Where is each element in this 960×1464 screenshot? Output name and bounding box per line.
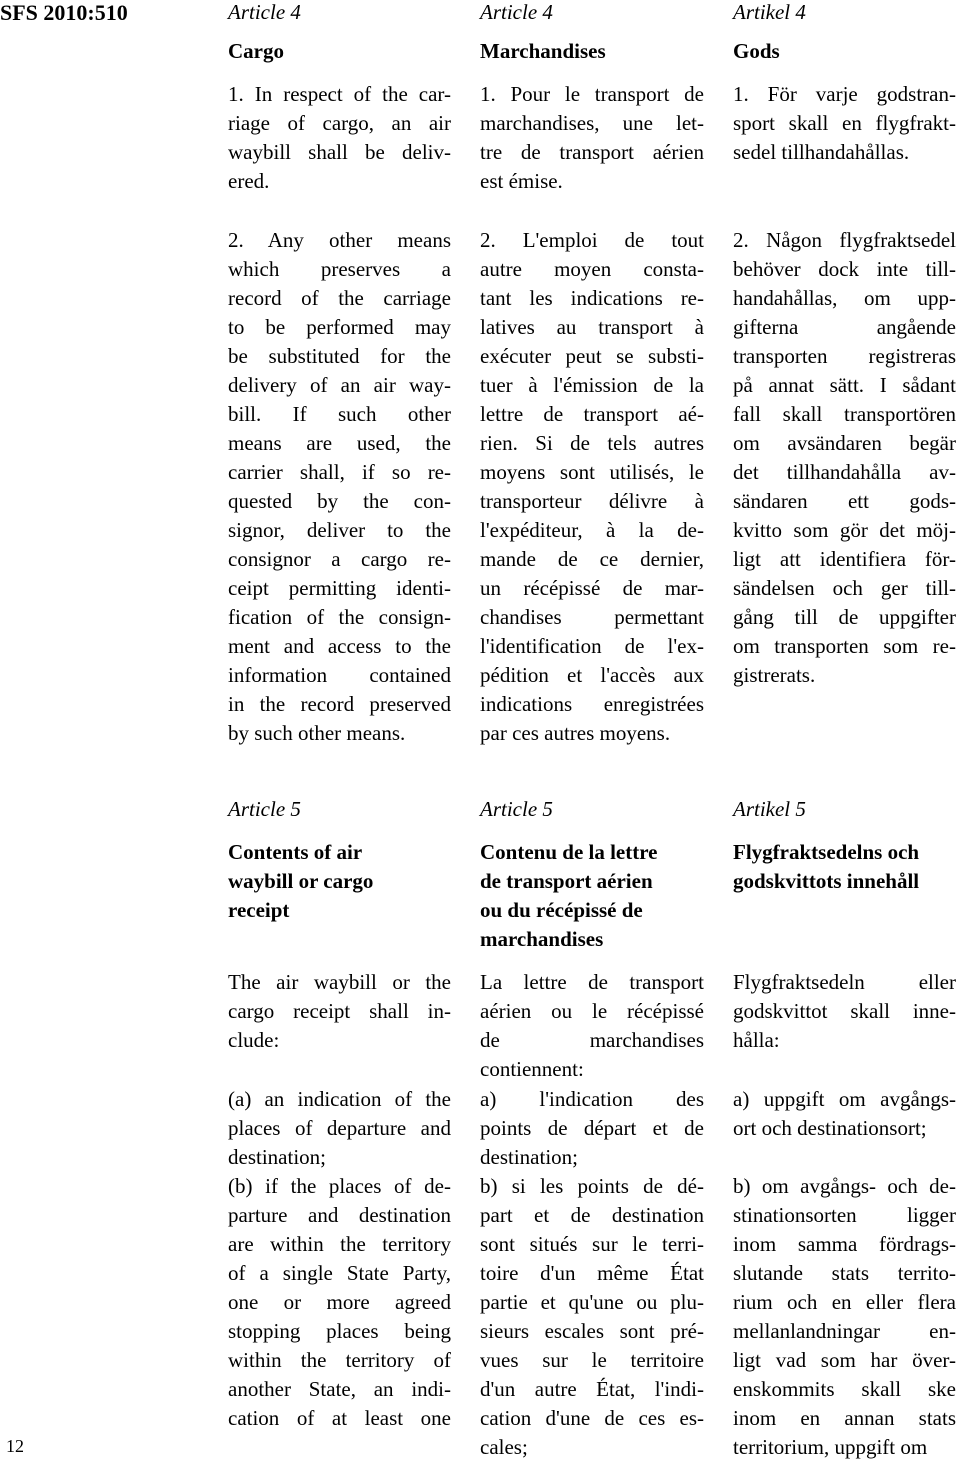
article4-fr-paragraph-2 — [480, 226, 704, 748]
title-line: Contents of air — [228, 840, 363, 864]
text-line: Flygfraktsedeln eller — [733, 970, 956, 994]
article4-en-title: Cargo — [228, 39, 284, 63]
text-line: a) l'indication des — [480, 1087, 704, 1111]
text-line: godskvittot skall inne- — [733, 999, 956, 1023]
text-line: rien. Si de tels autres — [480, 431, 704, 455]
text-line: of a single State Party, — [228, 1261, 451, 1285]
text-line: which preserves a — [228, 257, 451, 281]
text-line: exécuter peut se substi- — [480, 344, 704, 368]
text-line: sedel tillhandahållas. — [733, 140, 910, 164]
title-line: Contenu de la lettre — [480, 840, 658, 864]
text-line: pédition et l'accès aux — [480, 663, 704, 687]
text-line: autre moyen consta- — [480, 257, 704, 281]
text-line: indications enregistrées — [480, 692, 704, 716]
article4-en-paragraph-2 — [228, 226, 451, 748]
text-line: destination; — [480, 1145, 578, 1169]
text-line: mande de ce dernier, — [480, 547, 704, 571]
text-line: toire d'un même État — [480, 1261, 704, 1285]
article4-en-heading: Article 4 — [228, 0, 301, 24]
text-line: ered. — [228, 169, 270, 193]
text-line: partie et qu'une ou plu- — [480, 1290, 704, 1314]
text-line: est émise. — [480, 169, 563, 193]
text-line: clude: — [228, 1028, 280, 1052]
document-id: SFS 2010:510 — [0, 0, 128, 25]
text-line: cales; — [480, 1435, 528, 1459]
text-line: aérien ou le récépissé — [480, 999, 704, 1023]
title-line: de transport aérien — [480, 869, 653, 893]
text-line: gång till de uppgifter — [733, 605, 956, 629]
text-line: om transporten som re- — [733, 634, 956, 658]
text-line: d'un autre État, l'indi- — [480, 1377, 704, 1401]
title-line: waybill or cargo — [228, 869, 374, 893]
text-line: part et de destination — [480, 1203, 704, 1227]
text-line: moyens sont utilisés, le — [480, 460, 704, 484]
text-line: territorium, uppgift om — [733, 1435, 928, 1459]
article5-fr-intro — [480, 968, 704, 1084]
text-line: fication of the consign- — [228, 605, 451, 629]
text-line: cargo receipt shall in- — [228, 999, 451, 1023]
text-line: sändelsen och ger till- — [733, 576, 956, 600]
text-line: behöver dock inte till- — [733, 257, 956, 281]
text-line: par ces autres moyens. — [480, 721, 671, 745]
title-line: marchandises — [480, 927, 604, 951]
article5-fr-heading: Article 5 — [480, 797, 553, 821]
text-line: consignor a cargo re- — [228, 547, 451, 571]
text-line: within the territory of — [228, 1348, 451, 1372]
text-line: un récépissé de mar- — [480, 576, 704, 600]
text-line: enskommits skall ske — [733, 1377, 956, 1401]
text-line: sändaren ett gods- — [733, 489, 956, 513]
text-line: kvitto som gör det möj- — [733, 518, 956, 542]
article5-en-title — [228, 838, 451, 925]
text-line: fall skall transportören — [733, 402, 956, 426]
text-line: stopping places being — [228, 1319, 451, 1343]
text-line: cation of at least one — [228, 1406, 451, 1430]
text-line: de marchandises — [480, 1028, 704, 1052]
text-line: destination; — [228, 1145, 326, 1169]
text-line: a) uppgift om avgångs- — [733, 1087, 956, 1111]
text-line: hålla: — [733, 1028, 780, 1052]
text-line: 2. Någon flygfraktsedel — [733, 228, 956, 252]
text-line: bill. If such other — [228, 402, 451, 426]
text-line: ceipt permitting identi- — [228, 576, 451, 600]
text-line: (a) an indication of the — [228, 1087, 451, 1111]
text-line: ligt vad som har över- — [733, 1348, 956, 1372]
text-line: 1. För varje godstran- — [733, 82, 956, 106]
text-line: be substituted for the — [228, 344, 451, 368]
text-line: tant les indications re- — [480, 286, 704, 310]
page-number: 12 — [6, 1436, 24, 1456]
text-line: 1. In respect of the car- — [228, 82, 451, 106]
text-line: rium och en eller flera — [733, 1290, 956, 1314]
text-line: to be performed may — [228, 315, 451, 339]
article5-en-items — [228, 1085, 451, 1433]
article4-sv-title: Gods — [733, 39, 780, 63]
article5-fr-title — [480, 838, 704, 954]
text-line: tuer à l'émission de la — [480, 373, 704, 397]
text-line: carrier shall, if so re- — [228, 460, 451, 484]
article4-fr-paragraph-1 — [480, 80, 704, 196]
text-line: by such other means. — [228, 721, 406, 745]
text-line: chandises permettant — [480, 605, 704, 629]
text-line: waybill shall be deliv- — [228, 140, 451, 164]
text-line: ligt att identifiera för- — [733, 547, 956, 571]
text-line: handahållas, om upp- — [733, 286, 956, 310]
text-line: signor, deliver to the — [228, 518, 451, 542]
text-line: lettre de transport aé- — [480, 402, 704, 426]
text-line: information contained — [228, 663, 451, 687]
article4-sv-heading: Artikel 4 — [733, 0, 806, 24]
text-line: b) si les points de dé- — [480, 1174, 704, 1198]
article5-sv-title — [733, 838, 956, 896]
text-line: quested by the con- — [228, 489, 451, 513]
text-line: record of the carriage — [228, 286, 451, 310]
article4-fr-title: Marchandises — [480, 39, 606, 63]
text-line: places of departure and — [228, 1116, 451, 1140]
text-line: stinationsorten ligger — [733, 1203, 956, 1227]
article5-sv-items-a — [733, 1085, 956, 1143]
text-line: slutande stats territo- — [733, 1261, 956, 1285]
text-line: riage of cargo, an air — [228, 111, 451, 135]
text-line: gistrerats. — [733, 663, 816, 687]
text-line: The air waybill or the — [228, 970, 451, 994]
article5-en-intro — [228, 968, 451, 1055]
text-line: 2. L'emploi de tout — [480, 228, 704, 252]
article4-sv-paragraph-1 — [733, 80, 956, 167]
text-line: 1. Pour le transport de — [480, 82, 704, 106]
text-line: inom samma fördrags- — [733, 1232, 956, 1256]
text-line: mellanlandningar en- — [733, 1319, 956, 1343]
article5-sv-items-b — [733, 1172, 956, 1462]
text-line: (b) if the places of de- — [228, 1174, 451, 1198]
text-line: in the record preserved — [228, 692, 451, 716]
text-line: sport skall en flygfrakt- — [733, 111, 956, 135]
text-line: cation d'une de ces es- — [480, 1406, 704, 1430]
article5-sv-intro — [733, 968, 956, 1055]
title-line: receipt — [228, 898, 290, 922]
text-line: transporten registreras — [733, 344, 956, 368]
article4-en-paragraph-1 — [228, 80, 451, 196]
title-line: ou du récépissé de — [480, 898, 643, 922]
text-line: another State, an indi- — [228, 1377, 451, 1401]
text-line: l'identification de l'ex- — [480, 634, 704, 658]
text-line: tre de transport aérien — [480, 140, 704, 164]
text-line: vues sur le territoire — [480, 1348, 704, 1372]
text-line: om avsändaren begär — [733, 431, 956, 455]
text-line: sieurs escales sont pré- — [480, 1319, 704, 1343]
text-line: gifterna angående — [733, 315, 956, 339]
article4-fr-heading: Article 4 — [480, 0, 553, 24]
text-line: transporteur délivre à — [480, 489, 704, 513]
text-line: b) om avgångs- och de- — [733, 1174, 956, 1198]
text-line: inom en annan stats — [733, 1406, 956, 1430]
text-line: one or more agreed — [228, 1290, 451, 1314]
text-line: contiennent: — [480, 1057, 584, 1081]
title-line: Flygfraktsedelns och — [733, 840, 920, 864]
text-line: ment and access to the — [228, 634, 451, 658]
text-line: parture and destination — [228, 1203, 451, 1227]
text-line: delivery of an air way- — [228, 373, 451, 397]
article5-fr-items — [480, 1085, 704, 1462]
article4-sv-paragraph-2 — [733, 226, 956, 690]
text-line: are within the territory — [228, 1232, 451, 1256]
text-line: ort och destinationsort; — [733, 1116, 927, 1140]
text-line: points de départ et de — [480, 1116, 704, 1140]
article5-en-heading: Article 5 — [228, 797, 301, 821]
text-line: l'expéditeur, à la de- — [480, 518, 704, 542]
text-line: det tillhandahålla av- — [733, 460, 956, 484]
title-line: godskvittots innehåll — [733, 869, 920, 893]
text-line: marchandises, une let- — [480, 111, 704, 135]
article5-sv-heading: Artikel 5 — [733, 797, 806, 821]
text-line: latives au transport à — [480, 315, 704, 339]
text-line: 2. Any other means — [228, 228, 451, 252]
text-line: La lettre de transport — [480, 970, 704, 994]
text-line: på annat sätt. I sådant — [733, 373, 956, 397]
text-line: sont situés sur le terri- — [480, 1232, 704, 1256]
text-line: means are used, the — [228, 431, 451, 455]
